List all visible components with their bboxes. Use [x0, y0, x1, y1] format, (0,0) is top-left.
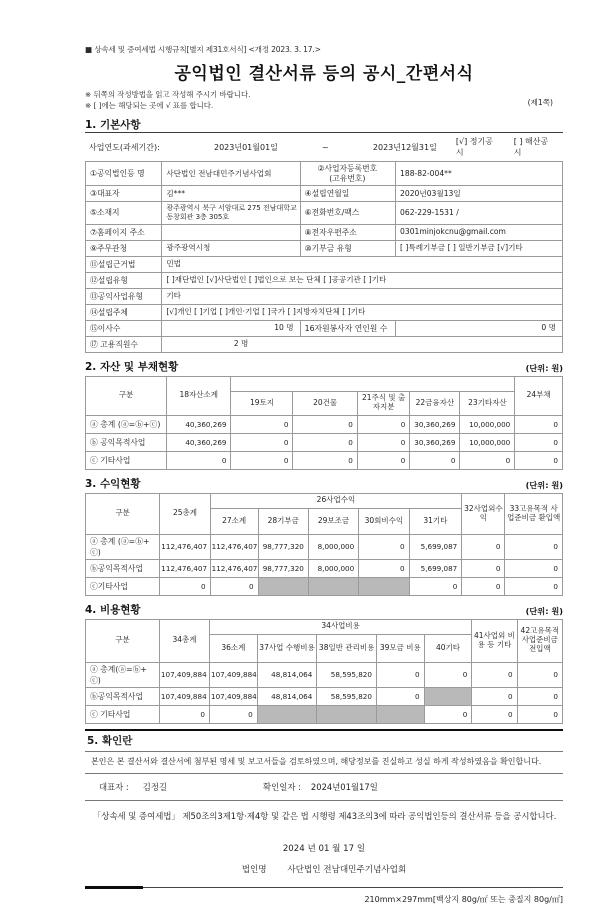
founding-law-label: ⑪설립근거법 [86, 256, 162, 272]
tilde: ~ [322, 142, 329, 152]
section-3-unit: (단위: 원) [525, 479, 563, 490]
revenue-table [85, 493, 563, 596]
declaration-text: 본인은 본 결산서와 결산서에 첨부된 명세 및 보고서들을 검토하였으며, 해당정보를 진실하고 성실 하게 작성하였음을 확인합니다. [85, 752, 563, 774]
value-cell: 0 [357, 415, 409, 433]
confirm-date-value: 2024년01월17일 [310, 781, 378, 792]
representative-value: 김*** [162, 186, 300, 202]
col-header-gubun: 구분 [86, 376, 167, 415]
business-reg-no-value: 188-82-004** [396, 162, 563, 186]
org-name-value: 사단법인 전남대민주기념사업회 [162, 162, 300, 186]
establishment-date-label: ④설립연월일 [300, 186, 395, 202]
basic-info-table [85, 161, 563, 353]
table-row [86, 451, 563, 469]
value-cell: 0 [359, 559, 409, 577]
value-cell: 0 [293, 415, 357, 433]
note-1: ※ 뒤쪽의 작성방법을 읽고 작성해 주시기 바랍니다. [85, 90, 251, 99]
employees-count-label: ⑰ 고용직원수 [86, 336, 162, 352]
table-row [86, 415, 563, 433]
representative-sign-label: 대표자 : [99, 781, 129, 792]
value-cell: 0 [210, 577, 258, 595]
table-row [86, 433, 563, 451]
value-cell: 0 [462, 577, 505, 595]
note-2: ※ [ ]에는 해당되는 곳에 √ 표를 합니다. [85, 101, 214, 111]
value-cell [424, 687, 472, 705]
value-cell: 5,699,087 [409, 534, 462, 559]
row-label: ⓐ 총계(ⓐ=ⓑ+ⓒ) [86, 662, 160, 687]
dissolution-disclosure-checkbox: [ ] 해산공시 [513, 137, 549, 158]
value-cell: 0 [515, 415, 563, 433]
value-cell: 30,360,269 [410, 433, 460, 451]
col-header-reserve-reversal: 33고유목적 사업준비금 환입액 [505, 493, 563, 534]
value-cell: 48,814,064 [257, 662, 317, 687]
value-cell [376, 705, 424, 723]
org-name-value: 사단법인 전남대민주기념사업회 [287, 865, 407, 876]
expenses-table [85, 619, 563, 724]
value-cell: 0 [293, 451, 357, 469]
page-number: (제1쪽) [527, 98, 553, 107]
section-1-title: 1. 기본사항 [85, 119, 141, 132]
founding-law-value: 민법 [162, 256, 563, 272]
disclosure-date: 2024 년 01 월 17 일 [282, 844, 366, 855]
col-header-program-expense: 37사업 수행비용 [257, 634, 317, 662]
table-row [86, 577, 563, 595]
value-cell: 0 [231, 433, 293, 451]
value-cell: 112,476,407 [160, 559, 210, 577]
section-1-header [85, 117, 563, 132]
value-cell: 0 [159, 705, 209, 723]
section-5-title: 5. 확인란 [85, 731, 563, 752]
value-cell: 0 [357, 433, 409, 451]
form-reference: ■ 상속세 및 증여세법 시행규칙[별지 제31호서식] <개정 2023. 3. 17.> [85, 45, 321, 54]
value-cell: 0 [505, 559, 563, 577]
value-cell: 0 [376, 662, 424, 687]
row-label: ⓐ 총계 (ⓐ=ⓑ+ⓒ) [86, 534, 160, 559]
directors-count-label: ⑮이사수 [86, 320, 162, 336]
row-label: ⓒ기타사업 [86, 577, 160, 595]
establishment-date-value: 2020년03월13일 [396, 186, 563, 202]
value-cell: 10,000,000 [460, 415, 515, 433]
value-cell: 107,409,884 [159, 662, 209, 687]
value-cell: 58,595,820 [317, 662, 377, 687]
col-header-total: 25총계 [160, 493, 210, 534]
value-cell: 0 [472, 687, 517, 705]
representative-label: ③대표자 [86, 186, 162, 202]
value-cell [257, 705, 317, 723]
col-header-reserve-transfer: 42고유목적 사업준비금 전입액 [517, 619, 562, 662]
col-header-gubun: 구분 [86, 493, 160, 534]
col-header-fundraising-expense: 39모금 비용 [376, 634, 424, 662]
col-header-other: 31기타 [409, 508, 462, 534]
representative-sign-name: 김정길 [142, 781, 168, 792]
value-cell [359, 577, 409, 595]
row-label: ⓒ 기타사업 [86, 705, 160, 723]
value-cell: 0 [515, 451, 563, 469]
notes [85, 89, 563, 111]
value-cell: 0 [410, 451, 460, 469]
email-value: 0301minjokcnu@gmail.com [396, 224, 563, 240]
bottom-rule [85, 887, 563, 888]
col-header-subsidies: 29보조금 [308, 508, 358, 534]
assets-liabilities-table [85, 376, 563, 470]
value-cell [317, 705, 377, 723]
homepage-value [162, 224, 300, 240]
value-cell: 0 [515, 433, 563, 451]
value-cell: 112,476,407 [160, 534, 210, 559]
table-row [86, 559, 563, 577]
row-label: ⓐ 총계 (ⓐ=ⓑ+ⓒ) [86, 415, 167, 433]
business-expense-group-header: 34사업비용 [210, 619, 472, 634]
col-header-other: 40기타 [424, 634, 472, 662]
col-header-liabilities: 24부채 [515, 376, 563, 415]
value-cell: 0 [231, 451, 293, 469]
value-cell: 0 [160, 577, 210, 595]
fiscal-period-start: 2023년01월01일 [213, 142, 278, 152]
address-label: ⑤소재지 [86, 202, 162, 225]
value-cell: 98,777,320 [258, 559, 308, 577]
value-cell: 0 [293, 433, 357, 451]
regular-disclosure-checkbox: [√] 정기공시 [455, 137, 493, 158]
value-cell: 0 [424, 705, 472, 723]
email-label: ⑧전자우편주소 [300, 224, 395, 240]
value-cell: 0 [357, 451, 409, 469]
section-4-unit: (단위: 원) [525, 605, 563, 616]
value-cell: 40,360,269 [167, 433, 231, 451]
establishment-type-label: ⑫설립유형 [86, 272, 162, 288]
table-row [86, 705, 563, 723]
row-label: ⓒ 기타사업 [86, 451, 167, 469]
col-header-other-assets: 23기타자산 [460, 391, 515, 415]
confirm-date-label: 확인일자 : [263, 781, 301, 792]
value-cell: 0 [472, 662, 517, 687]
value-cell: 112,476,407 [210, 534, 258, 559]
value-cell: 0 [472, 705, 517, 723]
authority-label: ⑨주무관청 [86, 240, 162, 256]
value-cell: 0 [505, 534, 563, 559]
value-cell: 8,000,000 [308, 559, 358, 577]
value-cell: 0 [517, 687, 562, 705]
col-header-subtotal: 27소계 [210, 508, 258, 534]
col-header-donations: 28기부금 [258, 508, 308, 534]
section-2-unit: (단위: 원) [525, 362, 563, 373]
col-header-gubun: 구분 [86, 619, 160, 662]
disclosure-type-checkboxes [456, 136, 563, 158]
section-4-title: 4. 비용현황 [85, 603, 141, 616]
table-row [86, 534, 563, 559]
section-3-header [85, 476, 563, 491]
legal-basis-text: 「상속세 및 증여세법」 제50조의3제1항·제4항 및 같은 법 시행령 제43조의3에 따라 공익법인등의 결산서류 등을 공시합니다. [93, 810, 557, 821]
employees-count-value: 2 명 [162, 336, 563, 352]
page-title: 공익법인 결산서류 등의 공시_간편서식 [174, 64, 474, 84]
paper-spec-note: 210mm×297mm[백상지 80g/㎡ 또는 중질지 80g/㎡] [364, 895, 563, 905]
founder-type-checkboxes: [√]개인 [ ]기업 [ ]개인·기업 [ ]국가 [ ]지방자치단체 [ ]기타 [162, 304, 563, 320]
section-3-title: 3. 수익현황 [85, 477, 141, 490]
section-4-header [85, 602, 563, 617]
fiscal-period-label: 사업연도(과세기간): [89, 142, 160, 152]
value-cell [258, 577, 308, 595]
value-cell: 0 [376, 687, 424, 705]
col-header-total: 34총계 [159, 619, 209, 662]
value-cell: 0 [505, 577, 563, 595]
address-value: 광주광역시 북구 서암대로 275 전남대학교 동창회관 3층 305호 [162, 202, 300, 225]
authority-value: 광주광역시청 [162, 240, 300, 256]
col-header-stocks: 21주식 및 출자지분 [357, 391, 409, 415]
section-2-header [85, 359, 563, 374]
value-cell: 5,699,087 [409, 559, 462, 577]
value-cell: 0 [424, 662, 472, 687]
table-row [86, 687, 563, 705]
fiscal-period-end: 2023년12월31일 [372, 142, 437, 152]
directors-count-value: 10 명 [162, 320, 300, 336]
value-cell: 0 [460, 451, 515, 469]
col-header-land: 19토지 [231, 391, 293, 415]
value-cell: 107,409,884 [159, 687, 209, 705]
donation-type-label: ⑩기부금 유형 [300, 240, 395, 256]
col-header-nonbusiness-revenue: 32사업외수익 [462, 493, 505, 534]
col-header-asset-subtotal: 18자산소계 [167, 376, 231, 415]
value-cell: 98,777,320 [258, 534, 308, 559]
col-header-nonbusiness-expense: 41사업외 비용 등 기타 [472, 619, 517, 662]
row-label: ⓑ공익목적사업 [86, 687, 160, 705]
value-cell: 40,360,269 [167, 415, 231, 433]
value-cell: 0 [167, 451, 231, 469]
fiscal-period-row [85, 132, 563, 161]
business-revenue-group-header: 26사업수익 [210, 493, 462, 508]
value-cell: 107,409,884 [210, 662, 258, 687]
col-header-building: 20건물 [293, 391, 357, 415]
col-header-membership-fees: 30회비수익 [359, 508, 409, 534]
volunteers-count-value: 0 명 [396, 320, 563, 336]
col-header-financial-assets: 22금융자산 [410, 391, 460, 415]
value-cell: 30,360,269 [410, 415, 460, 433]
representative-row [85, 774, 563, 801]
business-reg-no-label: ②사업자등록번호 (고유번호) [300, 162, 395, 186]
public-business-type-value: 기타 [162, 288, 563, 304]
value-cell: 112,476,407 [210, 559, 258, 577]
asset-detail-group-header [231, 376, 515, 391]
value-cell: 107,409,884 [210, 687, 258, 705]
value-cell: 58,595,820 [317, 687, 377, 705]
establishment-type-checkboxes: [ ]재단법인 [√]사단법인 [ ]법인으로 보는 단체 [ ]공공기관 [ ]기타 [162, 272, 563, 288]
value-cell: 0 [231, 415, 293, 433]
founder-type-label: ⑭설립주체 [86, 304, 162, 320]
phone-fax-label: ⑥전화번호/팩스 [300, 202, 395, 225]
homepage-label: ⑦홈페이지 주소 [86, 224, 162, 240]
row-label: ⓑ 공익목적사업 [86, 433, 167, 451]
value-cell: 0 [517, 662, 562, 687]
value-cell: 0 [210, 705, 258, 723]
value-cell: 48,814,064 [257, 687, 317, 705]
value-cell: 8,000,000 [308, 534, 358, 559]
value-cell: 0 [409, 577, 462, 595]
value-cell: 0 [462, 559, 505, 577]
org-name-label: 법인명 [241, 865, 267, 876]
section-2-title: 2. 자산 및 부채현황 [85, 360, 179, 373]
public-business-type-label: ⑬공익사업유형 [86, 288, 162, 304]
value-cell: 10,000,000 [460, 433, 515, 451]
row-label: ⓑ공익목적사업 [86, 559, 160, 577]
col-header-admin-expense: 38일반 관리비용 [317, 634, 377, 662]
donation-type-checkboxes: [ ]특례기부금 [ ] 일반기부금 [√]기타 [396, 240, 563, 256]
volunteers-count-label: 16자원봉사자 연인원 수 [300, 320, 395, 336]
value-cell: 0 [462, 534, 505, 559]
org-signature-line [85, 863, 563, 875]
table-row [86, 662, 563, 687]
value-cell: 0 [359, 534, 409, 559]
phone-fax-value: 062-229-1531 / [396, 202, 563, 225]
value-cell [308, 577, 358, 595]
org-name-label: ①공익법인등 명 [86, 162, 162, 186]
value-cell: 0 [517, 705, 562, 723]
col-header-subtotal: 36소계 [210, 634, 258, 662]
